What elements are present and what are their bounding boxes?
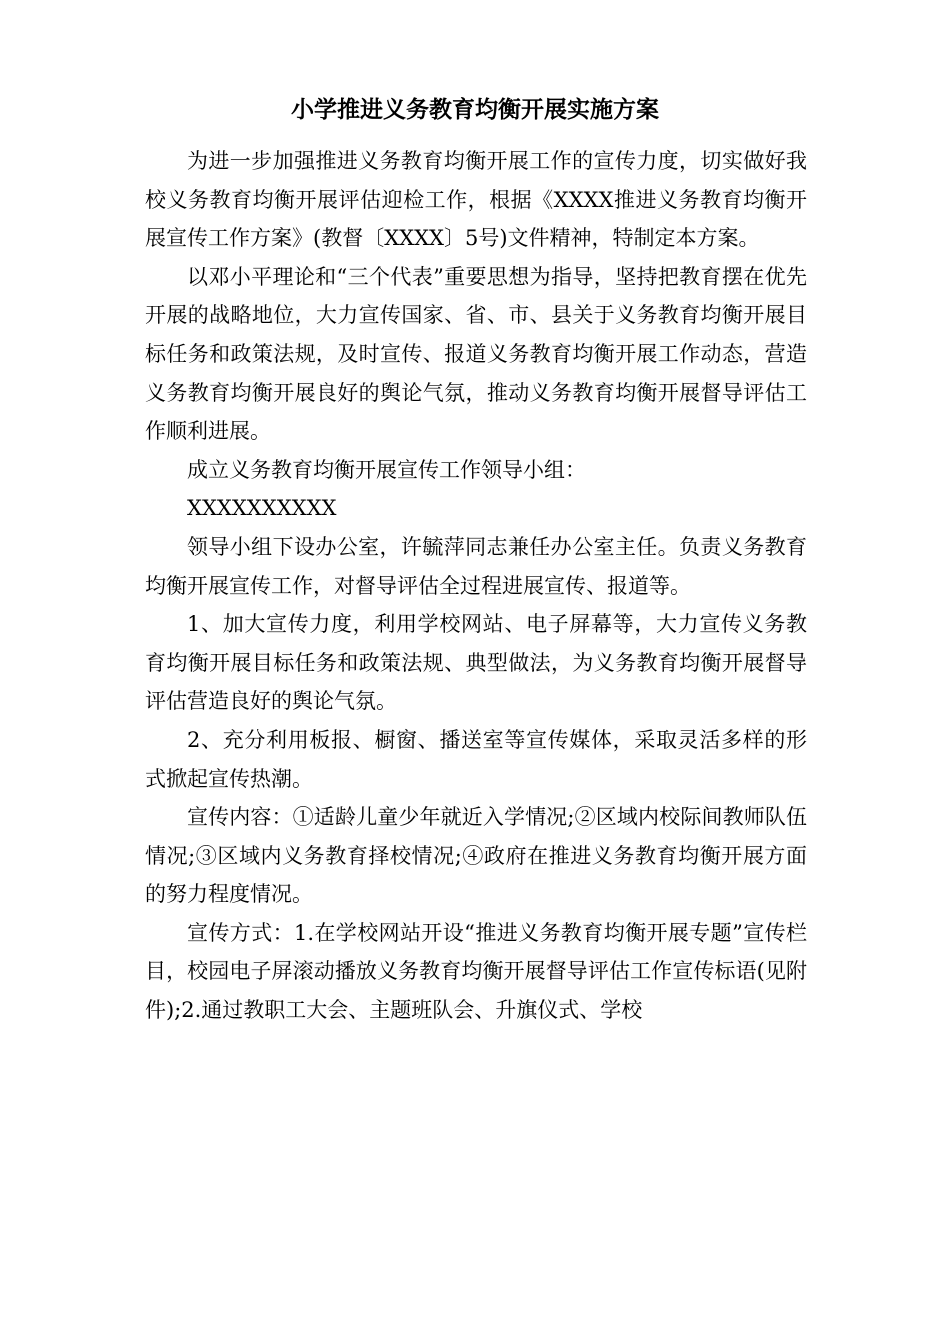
paragraph-content: 宣传内容：①适龄儿童少年就近入学情况;②区域内校际间教师队伍情况;③区域内义务教育择校情况;④政府在推进义务教育均衡开展方面的努力程度情况。 bbox=[145, 805, 807, 907]
paragraph-leading-group: 成立义务教育均衡开展宣传工作领导小组： bbox=[187, 457, 586, 482]
document-title: 小学推进义务教育均衡开展实施方案 bbox=[291, 96, 659, 123]
paragraph-item-2: 2、充分利用板报、橱窗、播送室等宣传媒体，采取灵活多样的形式掀起宣传热潮。 bbox=[145, 727, 807, 791]
paragraph-intro: 为进一步加强推进义务教育均衡开展工作的宣传力度，切实做好我校义务教育均衡开展评估迎检工作，根据《XXXX推进义务教育均衡开展宣传工作方案》(教督〔XXXX〕5号)文件精神，特制定本方案。 bbox=[145, 149, 807, 251]
paragraph-office: 领导小组下设办公室，许毓萍同志兼任办公室主任。负责义务教育均衡开展宣传工作，对督导评估全过程进展宣传、报道等。 bbox=[145, 534, 807, 598]
document-body bbox=[145, 142, 807, 1030]
paragraph-methods: 宣传方式：1.在学校网站开设“推进义务教育均衡开展专题”宣传栏目，校园电子屏滚动播放义务教育均衡开展督导评估工作宣传标语(见附件);2.通过教职工大会、主题班队会、升旗仪式、学校 bbox=[145, 920, 807, 1023]
paragraph-item-1: 1、加大宣传力度，利用学校网站、电子屏幕等，大力宣传义务教育均衡开展目标任务和政策法规、典型做法，为义务教育均衡开展督导评估营造良好的舆论气氛。 bbox=[145, 612, 807, 714]
paragraph-group-members: XXXXXXXXXX bbox=[187, 496, 337, 521]
paragraph-guiding-ideology: 以邓小平理论和“三个代表”重要思想为指导，坚持把教育摆在优先开展的战略地位，大力宣传国家、省、市、县关于义务教育均衡开展目标任务和政策法规，及时宣传、报道义务教育均衡开展工作动态，营造义务教育均衡开展良好的舆论气氛，推动义务教育均衡开展督导评估工作顺利进展。 bbox=[145, 264, 807, 444]
